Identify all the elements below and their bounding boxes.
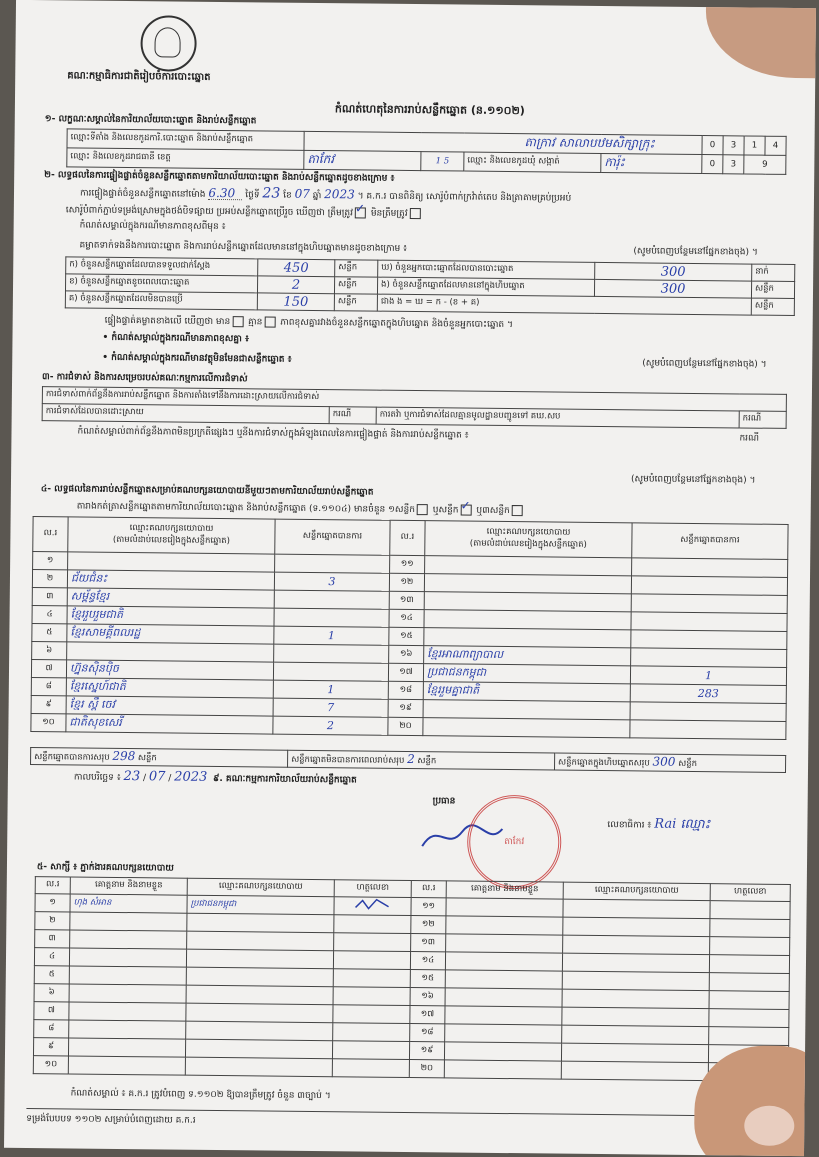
party-name-right: ប្រជាជនកម្ពុជា <box>423 664 630 684</box>
s2-compare-c: ភាពខុសគ្នារវាងចំនួនសន្លឹកឆ្នោតក្នុងហិបឆ្នោត និងចំនួនអ្នកបោះឆ្នោត ។ <box>280 317 513 331</box>
witness-name-left <box>69 948 186 967</box>
row-b-value: 2 <box>257 276 334 294</box>
total-invalid-unit: សន្លឹក <box>417 756 437 767</box>
commune-label: ឈ្មោះ និងលេខកូដឃុំ សង្កាត់ <box>464 152 601 172</box>
witness-sign-left <box>333 987 410 1006</box>
wh-party-left: ឈ្មោះគណបក្សនយោបាយ <box>187 878 334 897</box>
party-name-right <box>424 574 631 594</box>
code2-0: 0 <box>702 155 723 174</box>
finger-top <box>705 0 816 79</box>
party-no-right: ១៦ <box>389 645 424 663</box>
total-valid-cell <box>31 748 288 768</box>
row-e-unit: សន្លឹក <box>751 281 794 298</box>
witness-no-right: ១៧ <box>410 1006 445 1024</box>
compare-no-checkbox[interactable] <box>264 316 275 327</box>
row-d-value: 300 <box>595 262 752 281</box>
witness-name-left <box>68 1038 185 1057</box>
thumb-nail <box>744 1106 794 1147</box>
witness-no-left: ៥ <box>34 966 69 984</box>
party-name-left: ខ្មែរស្នេហ៍ជាតិ <box>66 678 273 698</box>
s3-note-unit: ករណី <box>739 433 760 444</box>
party-no-right: ១៧ <box>388 663 423 681</box>
s2-seal-line <box>66 204 423 220</box>
s2-compare-b: គ្មាន <box>248 317 263 328</box>
party-no-left: ៣ <box>32 588 67 606</box>
row-a-value: 450 <box>258 259 335 277</box>
party-name-left: ជាតិសុខសេរី <box>66 714 273 734</box>
sheet1-checkbox[interactable] <box>417 504 428 515</box>
code1-3: 4 <box>765 136 786 155</box>
witness-name-right <box>446 934 563 953</box>
party-name-left <box>68 552 275 572</box>
s2-start-text: ការផ្ទៀងផ្ទាត់ចំនួនសន្លឹកឆ្នោតនៅម៉ោង <box>79 188 206 200</box>
witness-party-right <box>563 899 710 919</box>
witness-sign-right <box>709 955 789 974</box>
party-name-right <box>423 700 630 720</box>
party-votes-right: 283 <box>630 684 786 704</box>
witness-party-left <box>186 985 333 1005</box>
party-no-left: ២ <box>32 570 67 588</box>
witness-name-right <box>445 952 562 971</box>
wh-no-left: ល.រ <box>35 877 70 894</box>
wh-name-left: គោត្តនាម និងនាមខ្លួន <box>70 877 187 895</box>
th-party-left <box>68 517 275 554</box>
party-votes-left <box>275 554 390 573</box>
party-votes-right <box>631 630 787 650</box>
s3-r2b: ករណី <box>329 407 376 424</box>
witness-sign-left <box>333 1023 410 1042</box>
secretary-label: លេខាធិការ ៖ <box>607 820 652 831</box>
party-no-left: ៤ <box>32 606 67 624</box>
party-votes-right <box>632 558 788 578</box>
witness-name-right <box>446 916 563 935</box>
party-name-right <box>424 628 631 648</box>
witness-party-left <box>186 949 333 969</box>
witness-name-right <box>445 1006 562 1025</box>
party-no-left: ៥ <box>32 624 67 642</box>
party-votes-right: 1 <box>630 666 786 686</box>
total-box-label: សន្លឹកឆ្នោតក្នុងហិបឆ្នោតសរុប <box>558 757 650 769</box>
witness-no-right: ១៥ <box>410 970 445 988</box>
s2-compare-text: ផ្ទៀងផ្ទាត់គម្លាតខាងលើ ឃើញថា មាន <box>104 315 231 328</box>
sheet3-checkbox[interactable] <box>512 505 523 516</box>
party-votes-right <box>631 612 787 632</box>
total-valid-value: 298 <box>112 748 136 764</box>
form-title: កំណត់ហេតុនៃការរាប់សន្លឹកឆ្នោត (ន.១១០២) <box>334 102 525 118</box>
official-stamp <box>467 795 562 890</box>
witness-sign-left <box>333 1005 410 1024</box>
witness-party-right <box>562 1025 709 1045</box>
stamp-text: តាកែវ <box>504 836 525 847</box>
party-no-right: ១៣ <box>389 591 424 609</box>
party-votes-right <box>630 720 786 740</box>
witness-party-right <box>561 1061 708 1081</box>
row-formula-unit: សន្លឹក <box>751 298 794 315</box>
s2-day: 23 <box>262 185 281 202</box>
s1-table <box>66 128 786 175</box>
witness-no-left: ៦ <box>34 984 69 1002</box>
s2-year: 2023 <box>324 187 355 202</box>
commune-value: ការ៉ុះ <box>601 153 702 173</box>
th-party-left-2: (តាមលំដាប់លេខរៀងក្នុងសន្លឹកឆ្នោត) <box>112 534 230 547</box>
date-year: 2023 <box>174 769 208 785</box>
witness-party-right <box>562 971 709 991</box>
party-no-right: ២០ <box>388 717 423 735</box>
witness-no-right: ១៨ <box>410 1024 445 1042</box>
compare-yes-checkbox[interactable] <box>232 316 243 327</box>
th-party-left-1: ឈ្មោះគណបក្សនយោបាយ <box>129 523 214 534</box>
witness-no-left: ៨ <box>34 1020 69 1038</box>
org-name: គណៈកម្មាធិការជាតិរៀបចំការបោះឆ្នោត <box>67 70 211 83</box>
party-votes-left: 1 <box>273 680 388 699</box>
witness-name-right <box>445 970 562 989</box>
party-name-left <box>67 642 274 662</box>
witness-no-left: ៧ <box>34 1002 69 1020</box>
witness-sign-right <box>710 937 790 956</box>
party-no-left: ៩ <box>31 696 66 714</box>
witness-no-left: ១ <box>35 894 70 912</box>
s2-year-label: ឆ្នាំ <box>312 190 322 202</box>
witness-no-left: ៤ <box>34 948 69 966</box>
form-note: ទម្រង់បែបបទ ១១០២ សម្រាប់បំពេញដោយ គ.ក.រ <box>26 1114 196 1126</box>
s3-r2a: ការជំទាស់ដែលបានដោះស្រាយ <box>42 404 329 424</box>
s2-seal-text: សោរ៉ូបំពាក់ភ្ជាប់ទម្រង់ស្រោមក្នុងថង់បិទផ្សាយ ប្រអប់សន្លឹកឆ្នោតប្រើរួច ឃើញថា <box>65 205 325 219</box>
party-no-right: ១៥ <box>389 627 424 645</box>
s1-title: ១- លក្ខណៈសម្គាល់នៃការិយាល័យបោះឆ្នោត និងរាប់សន្លឹកឆ្នោត <box>44 114 257 127</box>
totals-table <box>30 747 786 773</box>
s2-yes-label: ត្រឹមត្រូវ <box>327 208 354 219</box>
witness-name-right <box>444 1042 561 1061</box>
s2-count-table <box>65 256 796 316</box>
s3-title: ៣- ការជំទាស់ និងការសម្រេចរបស់គណៈកម្មការលើការជំទាស់ <box>42 372 248 385</box>
witness-party-left <box>187 931 334 951</box>
s2-no-checkbox[interactable] <box>410 208 421 219</box>
witness-sign-right <box>710 901 790 920</box>
row-a-unit: សន្លឹក <box>335 260 378 277</box>
s2-yes-checkbox[interactable] <box>355 207 366 218</box>
row-c-value: 150 <box>257 293 334 311</box>
code1-0: 0 <box>702 136 723 155</box>
sheet2-checkbox[interactable] <box>460 505 471 516</box>
witness-sign-left <box>333 951 410 970</box>
s3-r2c: ការតវ៉ា ឬការជំទាស់ដែលគ្មានមូលដ្ឋានបញ្ជូនទៅ គឃ.សប <box>376 407 739 428</box>
witness-no-left: ១០ <box>33 1056 68 1074</box>
total-invalid-cell <box>288 750 555 770</box>
total-valid-label: សន្លឹកឆ្នោតបានការសរុប <box>34 752 110 763</box>
witness-name-left <box>70 912 187 931</box>
total-box-value: 300 <box>652 754 676 769</box>
s1-r1-value: តាក្រាវ សាលាបឋមសិក្សាក្រុះ <box>304 131 702 154</box>
witness-sign-left <box>332 1059 409 1078</box>
witness-party-left <box>185 1039 332 1059</box>
party-name-right: ខ្មែរអាណាព្យាបាល <box>424 646 631 666</box>
s2-after: ។ គ.ក.រ បានពិនិត្យ សោរ៉ូបំពាក់ក្រវ៉ាត់តេប និងត្រាតាមគ្រប់ប្រអប់ <box>357 191 572 204</box>
witness-no-left: ៣ <box>35 930 70 948</box>
witness-name-left <box>69 1020 186 1039</box>
committee-label: ៩. គណៈកម្មការការិយាល័យរាប់សន្លឹកឆ្នោត <box>212 773 357 786</box>
s1-r2-label: ឈ្មោះ និងលេខកូដរាជធានី ខេត្ត <box>67 148 304 169</box>
witness-party-left <box>186 967 333 987</box>
province-code: 1 5 <box>421 152 464 171</box>
witness-name-left <box>70 930 187 949</box>
party-votes-right <box>631 594 787 614</box>
witness-party-left <box>186 1021 333 1041</box>
s1-r1-label: ឈ្មោះទីតាំង និងលេខកូដការិ.បោះឆ្នោត និងរាប់សន្លឹកឆ្នោត <box>67 129 304 150</box>
party-votes-left <box>274 644 389 663</box>
party-votes-left <box>274 590 389 609</box>
party-name-left: ជ័យជំនះ <box>67 570 274 590</box>
row-b-unit: សន្លឹក <box>334 277 377 294</box>
witness-sign-left <box>332 1041 409 1060</box>
s2-compare <box>105 315 513 331</box>
row-d-unit: នាក់ <box>752 264 795 281</box>
witness-party-right <box>562 953 709 973</box>
row-a-label: ក) ចំនួនសន្លឹកឆ្នោតដែលបានទទួលជាក់ស្តែង <box>66 257 258 276</box>
party-no-right: ១២ <box>389 573 424 591</box>
witness-name-left <box>68 1056 185 1075</box>
s4-opt3: ឬ៣សន្លឹក <box>476 505 510 517</box>
witness-sign-left <box>334 915 411 934</box>
witness-sign-left <box>334 933 411 952</box>
witness-sign-right <box>709 1009 789 1028</box>
total-valid-unit: សន្លឹក <box>137 753 157 764</box>
party-name-right <box>424 592 631 612</box>
witness-no-right: ១២ <box>411 916 446 934</box>
s2-time: 6.30 <box>208 188 242 200</box>
party-no-right: ១៤ <box>389 609 424 627</box>
witness-no-right: ១៤ <box>410 952 445 970</box>
wh-party-right: ឈ្មោះគណបក្សនយោបាយ <box>563 882 710 901</box>
s2-range: គម្លាតទាក់ទងនឹងការបោះឆ្នោត និងការរាប់សន្លឹកឆ្នោតដែលមាននៅក្នុងហិបឆ្នោតមានដូចខាងក្រោម ៖ <box>79 240 408 254</box>
party-votes-left <box>273 662 388 681</box>
s4-intro: តារាងកត់ត្រាសន្លឹកឆ្នោតតាមការិយាល័យបោះឆ្នោត និងរាប់សន្លឹកឆ្នោត (ទ.១១០៤) មានចំនួន ១សន្លឹក <box>76 501 415 516</box>
party-name-left: ខ្មែររួបរួមជាតិ <box>67 606 274 626</box>
row-e-value: 300 <box>594 279 751 298</box>
total-box-unit: សន្លឹក <box>678 758 698 770</box>
s3-table <box>42 386 787 429</box>
emblem-logo <box>140 15 197 72</box>
party-no-left: ៦ <box>32 642 67 660</box>
party-votes-left: 2 <box>273 716 388 735</box>
witness-sign-left <box>333 969 410 988</box>
party-no-right: ១៨ <box>388 681 423 699</box>
th-votes-right: សន្លឹកឆ្នោតបានការ <box>632 523 788 560</box>
s3-fill-note: (សូមបំពេញបន្ថែមនៅផ្នែកខាងចុង) ។ <box>630 474 756 486</box>
witness-no-right: ១៣ <box>411 934 446 952</box>
witness-party-left: ប្រជាជនកម្ពុជា <box>187 895 334 915</box>
witness-name-right <box>446 898 563 917</box>
witness-name-right <box>445 1024 562 1043</box>
s3-r1: ការជំទាស់ពាក់ព័ន្ធនឹងការរាប់សន្លឹកឆ្នោត និងការតាំងទៅនឹងការដោះស្រាយលើការជំទាស់ <box>42 387 786 412</box>
witness-sign-right <box>709 991 789 1010</box>
row-formula: ជាង ង = ឃ = ក - (ខ + គ) <box>377 294 751 315</box>
s2-day-label: ថ្ងៃទី <box>245 190 260 201</box>
witness-name-left: ហុង សំអាន <box>70 894 187 913</box>
s4-intro-line <box>77 501 525 518</box>
witness-name-right <box>445 988 562 1007</box>
witness-party-right <box>563 917 710 937</box>
s5-title: ៥- សាក្សី ៖ ភ្នាក់ងារគណបក្សនយោបាយ <box>36 862 174 874</box>
party-votes-left: 3 <box>274 572 389 591</box>
date-label: កាលបរិច្ឆេទ ៖ <box>73 772 121 783</box>
witness-party-right <box>563 935 710 955</box>
party-no-left: ១០ <box>31 714 66 732</box>
th-party-right-1: ឈ្មោះគណបក្សនយោបាយ <box>486 526 571 538</box>
wh-no-right: ល.រ <box>411 881 446 898</box>
party-votes-right <box>630 702 786 722</box>
date-day: 23 <box>123 769 141 785</box>
witness-name-left <box>69 1002 186 1021</box>
date-line: កាលបរិច្ឆេទ ៖ 23 / 07 / 2023 ៩. គណៈកម្មការការិយាល័យរាប់សន្លឹកឆ្នោត <box>73 769 357 786</box>
witness-name-left <box>69 966 186 985</box>
party-name-left: ហ្វ៊ុនស៊ិនប៉ិច <box>66 660 273 680</box>
party-no-left: ៧ <box>31 660 66 678</box>
s2-bullet-2: • កំណត់សម្គាល់ក្នុងករណីមានវត្ថុមិនមែនជាសន្លឹកឆ្នោត ៖ <box>102 352 292 365</box>
row-b-label: ខ) ចំនួនសន្លឹកឆ្នោតខូចពេលបោះឆ្នោត <box>65 274 257 293</box>
wh-name-right: គោត្តនាម និងនាមខ្លួន <box>446 881 563 899</box>
party-votes-left: 1 <box>274 626 389 645</box>
witness-sign-right <box>709 1027 789 1046</box>
s3-note: កំណត់សម្គាល់ពាក់ព័ន្ធនឹងភាពមិនប្រក្រតីផ្សេងៗ ឬនីងការជំទាស់ក្នុងអំឡុងពេលនៃការផ្ទៀងផ្ទាត់ និងការរាប់សន្លឹកឆ្នោត ៖ <box>77 426 469 441</box>
party-name-right <box>423 718 630 738</box>
witness-party-right <box>561 1043 708 1063</box>
s2-bullet-1: • កំណត់សម្គាល់ក្នុងករណីមានភាពខុសគ្នា ៖ <box>102 332 250 345</box>
row-e-label: ង) ចំនួនសន្លឹកឆ្នោតដែលមាននៅក្នុងហិបឆ្នោត <box>377 277 594 296</box>
s2-fill-note: (សូមបំពេញបន្ថែមនៅផ្នែកខាងចុង) ។ <box>633 246 758 258</box>
witness-sign-right <box>710 919 790 938</box>
s4-opt2: ឬសន្លឹក <box>432 505 459 516</box>
party-name-right: ខ្មែររួមគ្នាជាតិ <box>423 682 630 702</box>
witness-party-left <box>187 913 334 933</box>
witness-party-left <box>186 1003 333 1023</box>
code2-1: 3 <box>723 155 744 174</box>
th-party-right <box>425 521 632 558</box>
witness-sign-right <box>709 973 789 992</box>
s2-month: 07 <box>294 186 310 201</box>
witness-no-right: ២០ <box>409 1060 444 1078</box>
secretary-signature: Rai ឈ្មោះ <box>654 816 711 833</box>
chief-label: ប្រធាន <box>432 796 456 807</box>
s4-title: ៤- លទ្ធផលនៃការរាប់សន្លឹកឆ្នោតសម្រាប់គណបក្សនយោបាយនីមួយៗតាមការិយាល័យរាប់សន្លឹកឆ្នោត <box>40 484 374 498</box>
s3-r2d: ករណី <box>739 411 786 428</box>
th-no-left: ល.រ <box>33 517 68 552</box>
s2-month-label: ខែ <box>283 190 292 201</box>
code1-1: 3 <box>723 136 744 155</box>
party-votes-right <box>631 576 787 596</box>
party-name-left: ខ្មែរ ស្ពឺ ចេវ <box>66 696 273 716</box>
s2-time-line <box>80 187 571 205</box>
witness-name-right <box>444 1060 561 1079</box>
party-name-right <box>424 610 631 630</box>
th-no-right: ល.រ <box>390 520 425 555</box>
party-name-left: ខ្មែរសាមគ្គីពលរដ្ឋ <box>67 624 274 644</box>
party-votes-left <box>274 608 389 627</box>
party-votes-left: 7 <box>273 698 388 717</box>
wh-sign-right: ហត្ថលេខា <box>710 884 790 902</box>
witness-name-left <box>69 984 186 1003</box>
witness-signature-mark <box>353 897 393 911</box>
row-d-label: ឃ) ចំនួនអ្នកបោះឆ្នោតដែលបានបោះឆ្នោត <box>378 260 595 279</box>
party-no-left: ៨ <box>31 678 66 696</box>
code1-2: 1 <box>744 136 765 155</box>
witness-party-right <box>562 989 709 1009</box>
footer-note: កំណត់សម្គាល់ ៖ គ.ក.រ ត្រូវបំពេញ ទ.១១០២ ឱ្យបានត្រឹមត្រូវ ចំនួន ៣ច្បាប់ ។ <box>70 1088 331 1102</box>
s2-note: កំណត់សម្គាល់ក្នុងករណីមានភាពខុសពីមុន ៖ <box>79 220 226 233</box>
party-no-right: ១៩ <box>388 699 423 717</box>
s2-fill-note-2: (សូមបំពេញបន្ថែមនៅផ្នែកខាងចុង) ។ <box>642 358 767 370</box>
wh-sign-left: ហត្ថលេខា <box>334 880 411 898</box>
total-box-cell <box>554 753 785 772</box>
witness-no-right: ១៦ <box>410 988 445 1006</box>
form-sheet <box>4 0 816 1156</box>
s2-no-label: មិនត្រឹមត្រូវ <box>370 208 408 219</box>
witness-no-right: ១៩ <box>409 1042 444 1060</box>
witness-table <box>33 876 791 1082</box>
witness-no-right: ១១ <box>411 898 446 916</box>
witness-no-left: ៩ <box>33 1038 68 1056</box>
row-c-unit: សន្លឹក <box>334 294 377 311</box>
province-value: តាកែវ <box>304 150 421 170</box>
th-party-right-2: (តាមលំដាប់លេខរៀងក្នុងសន្លឹកឆ្នោត) <box>469 538 587 550</box>
th-votes-left: សន្លឹកឆ្នោតបានការ <box>275 519 390 555</box>
witness-party-right <box>562 1007 709 1027</box>
party-no-right: ១១ <box>390 555 425 573</box>
secretary-line <box>607 818 710 832</box>
party-no-left: ១ <box>33 552 68 570</box>
total-invalid-label: សន្លឹកឆ្នោតមិនបានការពេលរាប់សរុប <box>291 754 405 766</box>
code2-2: 9 <box>744 155 786 174</box>
party-votes-right <box>631 648 787 668</box>
total-invalid-value: 2 <box>407 751 415 767</box>
results-table <box>30 516 788 740</box>
date-month: 07 <box>148 769 166 785</box>
witness-no-left: ២ <box>35 912 70 930</box>
row-c-label: គ) ចំនួនសន្លឹកឆ្នោតដែលមិនបានប្រើ <box>65 291 257 310</box>
party-name-right <box>425 556 632 576</box>
witness-sign-left <box>334 897 411 916</box>
party-name-left: សម្ព័ន្ធខ្មែរ <box>67 588 274 608</box>
s2-title: ២- លទ្ធផលនៃការផ្ទៀងផ្ទាត់ចំនួនសន្លឹកឆ្នោតតាមការិយាល័យបោះឆ្នោត និងរាប់សន្លឹកឆ្នោតដូចខាងក្រោម ៖ <box>44 170 395 184</box>
witness-party-left <box>185 1057 332 1077</box>
